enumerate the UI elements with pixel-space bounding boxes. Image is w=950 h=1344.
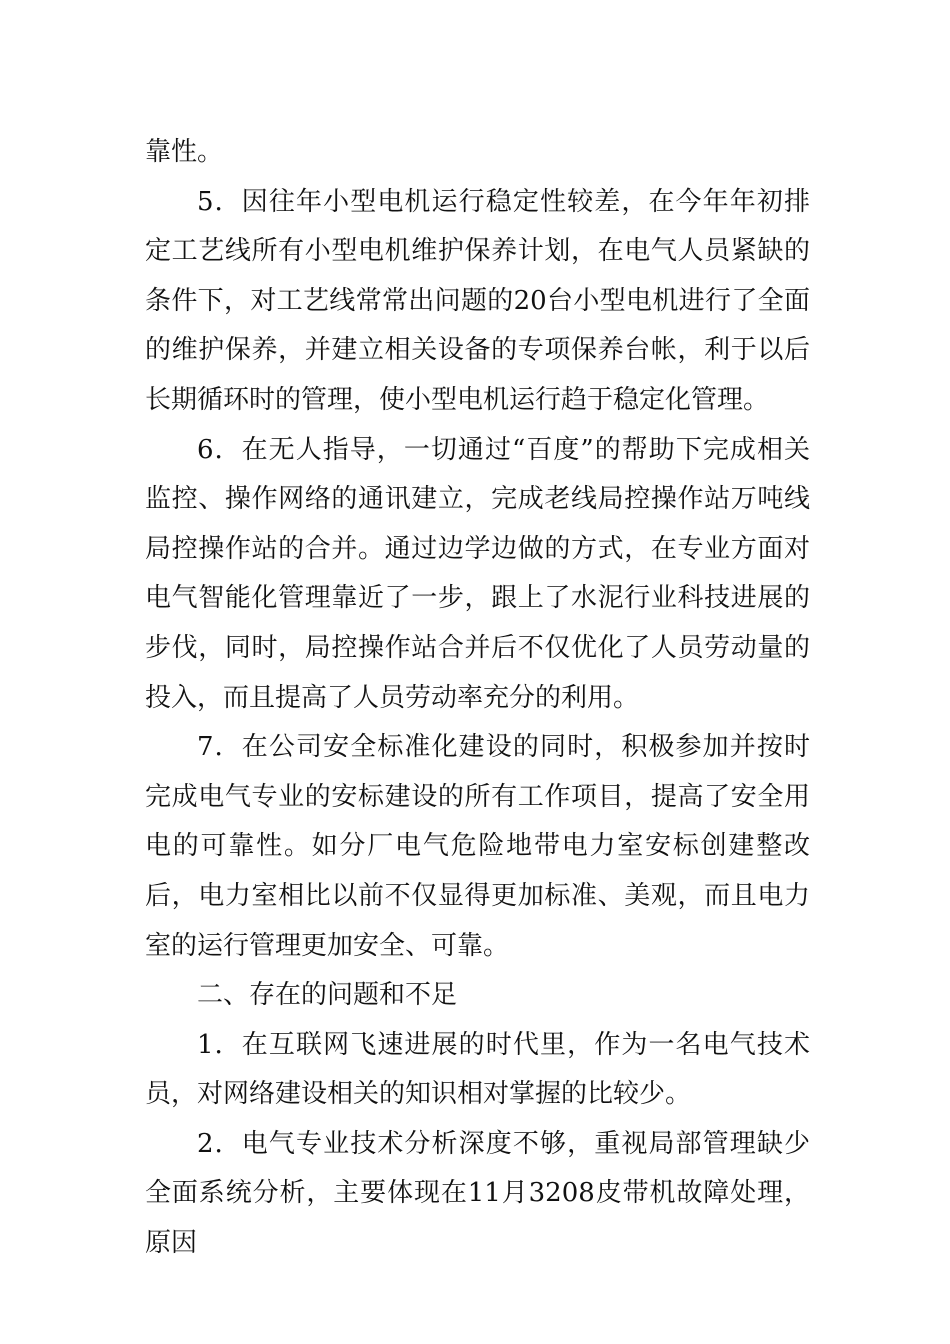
paragraph-4: 7．在公司安全标准化建设的同时，积极参加并按时完成电气专业的安标建设的所有工作项目，提高了安全用电的可靠性。如分厂电气危险地带电力室安标创建整改后，电力室相比以前不仅显得更加标准、美观，而且电力室的运行管理更加安全、可靠。	[145, 732, 810, 961]
paragraph-3: 6．在无人指导，一切通过“百度”的帮助下完成相关监控、操作网络的通讯建立，完成老线局控操作站万吨线局控操作站的合并。通过边学边做的方式，在专业方面对电气智能化管理靠近了一步，跟上了水泥行业科技进展的步伐，同时，局控操作站合并后不仅优化了人员劳动量的投入，而且提高了人员劳动率充分的利用。	[145, 434, 810, 713]
document-body	[145, 128, 810, 1269]
paragraph-6: 2．电气专业技术分析深度不够，重视局部管理缺少全面系统分析，主要体现在11月3208皮带机故障处理，原因	[145, 1128, 810, 1259]
paragraph-5: 1．在互联网飞速进展的时代里，作为一名电气技术员，对网络建设相关的知识相对掌握的比较少。	[145, 1029, 810, 1110]
paragraph-2: 5．因往年小型电机运行稳定性较差，在今年年初排定工艺线所有小型电机维护保养计划，在电气人员紧缺的条件下，对工艺线常常出问题的20台小型电机进行了全面的维护保养，并建立相关设备的专项保养台帐，利于以后长期循环时的管理，使小型电机运行趋于稳定化管理。	[145, 186, 810, 415]
section-heading: 二、存在的问题和不足	[197, 980, 458, 1011]
paragraph-1: 靠性。	[145, 137, 224, 167]
